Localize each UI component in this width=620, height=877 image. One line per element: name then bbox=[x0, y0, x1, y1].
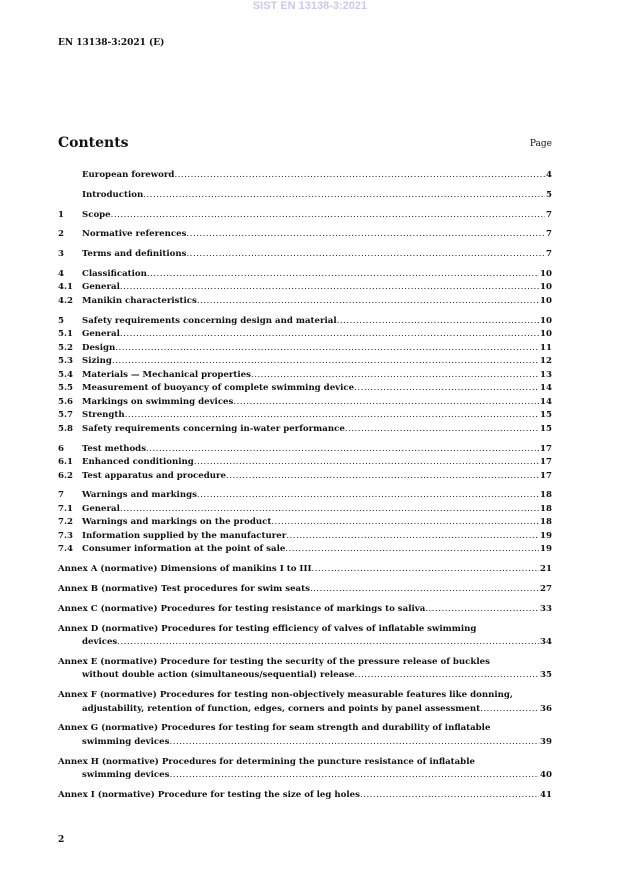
toc-entry-title: Annex H (normative) Procedures for determining the puncture resistance of inflatable bbox=[58, 756, 475, 767]
toc-entry-title: swimming devices bbox=[82, 736, 170, 747]
toc-entry[interactable] bbox=[58, 315, 552, 329]
toc-entry-title: Information supplied by the manufacturer bbox=[82, 530, 287, 541]
dot-leader bbox=[186, 248, 545, 262]
dot-leader bbox=[120, 503, 539, 517]
toc-entry-number: 3 bbox=[58, 249, 64, 260]
toc-entry-page: 35 bbox=[540, 670, 552, 681]
toc-entry-number: 5.7 bbox=[58, 410, 73, 421]
toc-entry[interactable] bbox=[58, 169, 552, 183]
toc-entry-number: 5.3 bbox=[58, 356, 73, 367]
toc-entry[interactable] bbox=[58, 756, 552, 783]
toc-entry-title: Safety requirements concerning design and material bbox=[82, 315, 337, 326]
toc-entry-page: 7 bbox=[546, 209, 552, 220]
dot-leader bbox=[285, 543, 539, 557]
toc-entry-title: Scope bbox=[82, 209, 111, 220]
toc-entry-page: 14 bbox=[540, 396, 552, 407]
dot-leader bbox=[115, 342, 539, 356]
toc-entry[interactable] bbox=[58, 228, 552, 242]
dot-leader bbox=[271, 516, 539, 530]
toc-entry-page: 39 bbox=[540, 736, 552, 747]
dot-leader bbox=[197, 489, 539, 503]
toc-entry-title: Materials — Mechanical properties bbox=[82, 369, 251, 380]
dot-leader bbox=[194, 456, 539, 470]
dot-leader bbox=[125, 409, 539, 423]
dot-leader bbox=[337, 315, 539, 329]
toc-entry-title: Warnings and markings bbox=[82, 490, 197, 501]
toc-entry-title: Markings on swimming devices bbox=[82, 396, 234, 407]
toc-entry-page: 7 bbox=[546, 229, 552, 240]
toc-entry[interactable] bbox=[58, 443, 552, 457]
toc-entry-number bbox=[58, 189, 82, 203]
toc-entry-page: 10 bbox=[540, 295, 552, 306]
toc-entry[interactable] bbox=[58, 656, 552, 683]
dot-leader bbox=[174, 169, 545, 183]
toc-entry-number: 4.1 bbox=[58, 282, 73, 293]
toc-entry-number: 5.8 bbox=[58, 423, 73, 434]
toc-entry-number: 5.5 bbox=[58, 383, 73, 394]
toc-entry-title: General bbox=[82, 329, 120, 340]
toc-entry-page: 10 bbox=[540, 282, 552, 293]
toc-entry-number: 7 bbox=[58, 490, 64, 501]
toc-entry[interactable] bbox=[58, 409, 552, 423]
toc-entry-title: Annex G (normative) Procedures for testing for seam strength and durability of inflatable bbox=[58, 723, 491, 734]
toc-entry-title: Annex I (normative) Procedure for testing the size of leg holes bbox=[58, 790, 360, 801]
toc-entry-page: 34 bbox=[540, 637, 552, 648]
toc-entry[interactable] bbox=[58, 543, 552, 557]
toc-entry-title: Classification bbox=[82, 268, 147, 279]
toc-entry[interactable] bbox=[58, 623, 552, 650]
toc-entry-title: Warnings and markings on the product bbox=[82, 517, 272, 528]
toc-entry-page: 17 bbox=[540, 470, 552, 481]
toc-entry[interactable] bbox=[58, 382, 552, 396]
toc-entry-page: 18 bbox=[540, 503, 552, 514]
dot-leader bbox=[355, 669, 539, 683]
dot-leader bbox=[146, 443, 539, 457]
toc-entry-page: 13 bbox=[540, 369, 552, 380]
toc-entry-title: General bbox=[82, 282, 120, 293]
toc-entry[interactable] bbox=[58, 396, 552, 410]
toc-entry-page: 11 bbox=[540, 342, 552, 353]
dot-leader bbox=[354, 382, 539, 396]
toc-entry-title: Test methods bbox=[82, 443, 147, 454]
toc-entry-page: 18 bbox=[540, 517, 552, 528]
toc-entry-number: 7.4 bbox=[58, 544, 73, 555]
toc-entry[interactable] bbox=[58, 603, 552, 617]
toc-entry[interactable] bbox=[58, 369, 552, 383]
toc-entry-number: 6 bbox=[58, 443, 64, 454]
toc-entry[interactable] bbox=[58, 295, 552, 309]
dot-leader bbox=[233, 396, 539, 410]
page-column-label: Page bbox=[529, 139, 552, 149]
toc-entry-number: 5.4 bbox=[58, 369, 73, 380]
toc-entry-number bbox=[58, 169, 82, 183]
toc-entry-title: Strength bbox=[82, 410, 125, 421]
toc-entry-page: 33 bbox=[540, 603, 552, 614]
toc-entry[interactable] bbox=[58, 563, 552, 577]
toc-entry-number: 2 bbox=[58, 229, 64, 240]
dot-leader bbox=[143, 189, 545, 203]
toc-entry-title: swimming devices bbox=[82, 770, 170, 781]
dot-leader bbox=[117, 636, 539, 650]
toc-entry-page: 12 bbox=[540, 356, 552, 367]
dot-leader bbox=[120, 328, 539, 342]
toc-entry[interactable] bbox=[58, 516, 552, 530]
toc-entry[interactable] bbox=[58, 722, 552, 749]
toc-entry-title: Safety requirements concerning in-water performance bbox=[82, 423, 345, 434]
toc-entry[interactable] bbox=[58, 489, 552, 503]
toc-entry-number: 6.1 bbox=[58, 457, 73, 468]
toc-entry-page: 17 bbox=[540, 443, 552, 454]
toc-entry-number: 4 bbox=[58, 268, 64, 279]
dot-leader bbox=[112, 355, 539, 369]
toc-entry-title: Annex E (normative) Procedure for testing the security of the pressure release of buckles bbox=[58, 656, 490, 667]
toc-entry[interactable] bbox=[58, 189, 552, 203]
toc-entry[interactable] bbox=[58, 789, 552, 803]
toc-entry-page: 7 bbox=[546, 249, 552, 260]
toc-entry-number: 5 bbox=[58, 315, 64, 326]
toc-entry-page: 10 bbox=[540, 268, 552, 279]
toc-entry-page: 18 bbox=[540, 490, 552, 501]
dot-leader bbox=[251, 369, 539, 383]
toc-entry[interactable] bbox=[58, 248, 552, 262]
document-header: EN 13138-3:2021 (E) bbox=[58, 38, 165, 48]
toc-entry[interactable] bbox=[58, 470, 552, 484]
toc-entry-number: 5.6 bbox=[58, 396, 73, 407]
toc-entry[interactable] bbox=[58, 209, 552, 223]
toc-entry-title: without double action (simultaneous/sequential) release bbox=[82, 670, 355, 681]
toc-entry-title: Terms and definitions bbox=[82, 249, 187, 260]
toc-entry-number: 4.2 bbox=[58, 295, 73, 306]
toc-entry-title: General bbox=[82, 503, 120, 514]
toc-entry-title: Test apparatus and procedure bbox=[82, 470, 227, 481]
toc-entry-number: 6.2 bbox=[58, 470, 73, 481]
dot-leader bbox=[197, 295, 539, 309]
toc-entry-number: 7.2 bbox=[58, 517, 73, 528]
toc-entry-page: 17 bbox=[540, 457, 552, 468]
toc-entry-title: Measurement of buoyancy of complete swimming device bbox=[82, 383, 355, 394]
toc-entry-title: Introduction bbox=[82, 189, 144, 200]
toc-entry-page: 40 bbox=[540, 770, 552, 781]
dot-leader bbox=[286, 530, 539, 544]
toc-entry-page: 10 bbox=[540, 315, 552, 326]
toc-entry-title: Annex F (normative) Procedures for testing non-objectively measurable features like donning, bbox=[58, 690, 513, 701]
dot-leader bbox=[345, 423, 539, 437]
toc-entry-title: devices bbox=[82, 637, 118, 648]
dot-leader bbox=[120, 281, 539, 295]
toc-entry-title: Consumer information at the point of sale bbox=[82, 544, 286, 555]
dot-leader bbox=[360, 789, 539, 803]
dot-leader bbox=[480, 703, 539, 717]
toc-entry-number: 5.1 bbox=[58, 329, 73, 340]
watermark: SIST EN 13138-3:2021 bbox=[252, 0, 368, 12]
dot-leader bbox=[186, 228, 545, 242]
toc-entry-page: 27 bbox=[540, 583, 552, 594]
toc-entry-page: 5 bbox=[546, 189, 552, 200]
toc-entry[interactable] bbox=[58, 583, 552, 597]
toc-entry-title: Normative references bbox=[82, 229, 187, 240]
page-number: 2 bbox=[58, 835, 65, 845]
toc-entry-title: Annex C (normative) Procedures for testing resistance of markings to saliva bbox=[58, 603, 426, 614]
toc-entry-number: 1 bbox=[58, 209, 64, 220]
dot-leader bbox=[226, 470, 539, 484]
toc-entry-title: Annex B (normative) Test procedures for swim seats bbox=[58, 583, 310, 594]
page-title: Contents bbox=[58, 135, 129, 151]
toc-entry-page: 15 bbox=[540, 423, 552, 434]
toc-entry[interactable] bbox=[58, 530, 552, 544]
toc-entry[interactable] bbox=[58, 423, 552, 437]
dot-leader bbox=[169, 736, 539, 750]
toc-entry-number: 5.2 bbox=[58, 342, 73, 353]
toc-entry[interactable] bbox=[58, 281, 552, 295]
toc-entry[interactable] bbox=[58, 503, 552, 517]
toc-entry-title: European foreword bbox=[82, 170, 175, 180]
toc-entry-page: 21 bbox=[540, 564, 552, 575]
dot-leader bbox=[312, 563, 540, 577]
toc-entry-title: Enhanced conditioning bbox=[82, 457, 194, 468]
dot-leader bbox=[169, 769, 539, 783]
table-of-contents bbox=[58, 169, 552, 803]
toc-entry[interactable] bbox=[58, 268, 552, 282]
toc-entry-title: Annex A (normative) Dimensions of manikins I to III bbox=[58, 564, 312, 575]
toc-entry-title: Manikin characteristics bbox=[82, 295, 197, 306]
toc-entry[interactable] bbox=[58, 689, 552, 716]
toc-entry-page: 41 bbox=[540, 790, 552, 801]
toc-entry-title: Sizing bbox=[82, 356, 112, 367]
toc-entry[interactable] bbox=[58, 355, 552, 369]
toc-entry-number: 7.1 bbox=[58, 503, 73, 514]
toc-entry[interactable] bbox=[58, 342, 552, 356]
toc-entry[interactable] bbox=[58, 328, 552, 342]
toc-entry-title: Design bbox=[82, 342, 116, 353]
toc-entry-page: 4 bbox=[546, 170, 552, 180]
toc-entry-page: 10 bbox=[540, 329, 552, 340]
toc-entry-page: 36 bbox=[540, 703, 552, 714]
toc-entry-number: 7.3 bbox=[58, 530, 73, 541]
toc-entry-page: 19 bbox=[540, 530, 552, 541]
toc-entry-page: 19 bbox=[540, 544, 552, 555]
dot-leader bbox=[111, 209, 545, 223]
toc-entry-page: 15 bbox=[540, 410, 552, 421]
toc-entry-title: Annex D (normative) Procedures for testing efficiency of valves of inflatable swimming bbox=[58, 623, 477, 634]
dot-leader bbox=[310, 583, 539, 597]
toc-entry-page: 14 bbox=[540, 383, 552, 394]
toc-entry[interactable] bbox=[58, 456, 552, 470]
dot-leader bbox=[425, 603, 539, 617]
dot-leader bbox=[147, 268, 539, 282]
toc-entry-title: adjustability, retention of function, edges, corners and points by panel assessment bbox=[82, 703, 481, 714]
